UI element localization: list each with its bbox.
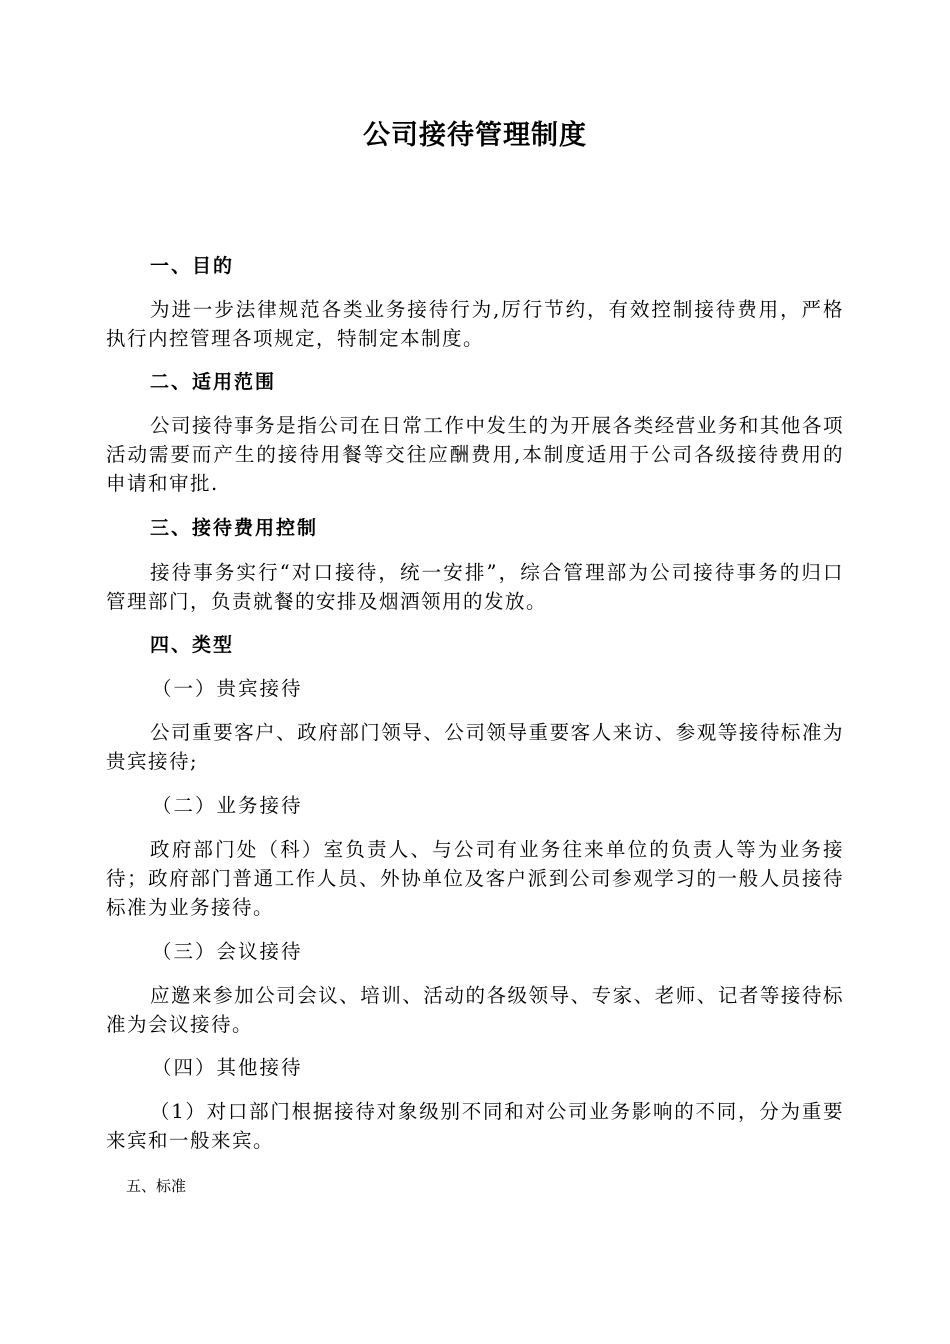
section-body-scope: 公司接待事务是指公司在日常工作中发生的为开展各类经营业务和其他各项活动需要而产生的接待用餐等交往应酬费用,本制度适用于公司各级接待费用的申请和审批. [106,414,844,495]
section-heading-control: 三、接待费用控制 [150,517,319,539]
subsection-body-vip: 公司重要客户、政府部门领导、公司领导重要客人来访、参观等接待标准为贵宾接待; [106,721,844,773]
subsection-body-business: 政府部门处（科）室负责人、与公司有业务往来单位的负责人等为业务接待；政府部门普通工作人员、外协单位及客户派到公司参观学习的一般人员接待标准为业务接待。 [106,838,844,919]
subsection-label-meeting: （三）会议接待 [152,940,303,963]
section-body-purpose: 为进一步法律规范各类业务接待行为,厉行节约，有效控制接待费用，严格执行内控管理各项规定，特制定本制度。 [106,298,844,350]
section-heading-standard: 五、标准 [126,1177,187,1195]
section-body-control: 接待事务实行“对口接待，统一安排”，综合管理部为公司接待事务的归口管理部门，负责就餐的安排及烟酒领用的发放。 [106,561,844,613]
section-heading-purpose: 一、目的 [150,255,235,277]
subsection-body-meeting: 应邀来参加公司会议、培训、活动的各级领导、专家、老师、记者等接待标准为会议接待。 [106,984,844,1036]
section-heading-scope: 二、适用范围 [150,371,277,393]
subsection-label-business: （二）业务接待 [152,794,303,817]
subsection-label-other: （四）其他接待 [152,1056,303,1079]
subsection-label-vip: （一）贵宾接待 [152,677,303,700]
section-heading-types: 四、类型 [150,634,235,656]
document-title: 公司接待管理制度 [363,120,587,151]
subsection-body-other: （1）对口部门根据接待对象级别不同和对公司业务影响的不同，分为重要来宾和一般来宾。 [106,1100,844,1152]
